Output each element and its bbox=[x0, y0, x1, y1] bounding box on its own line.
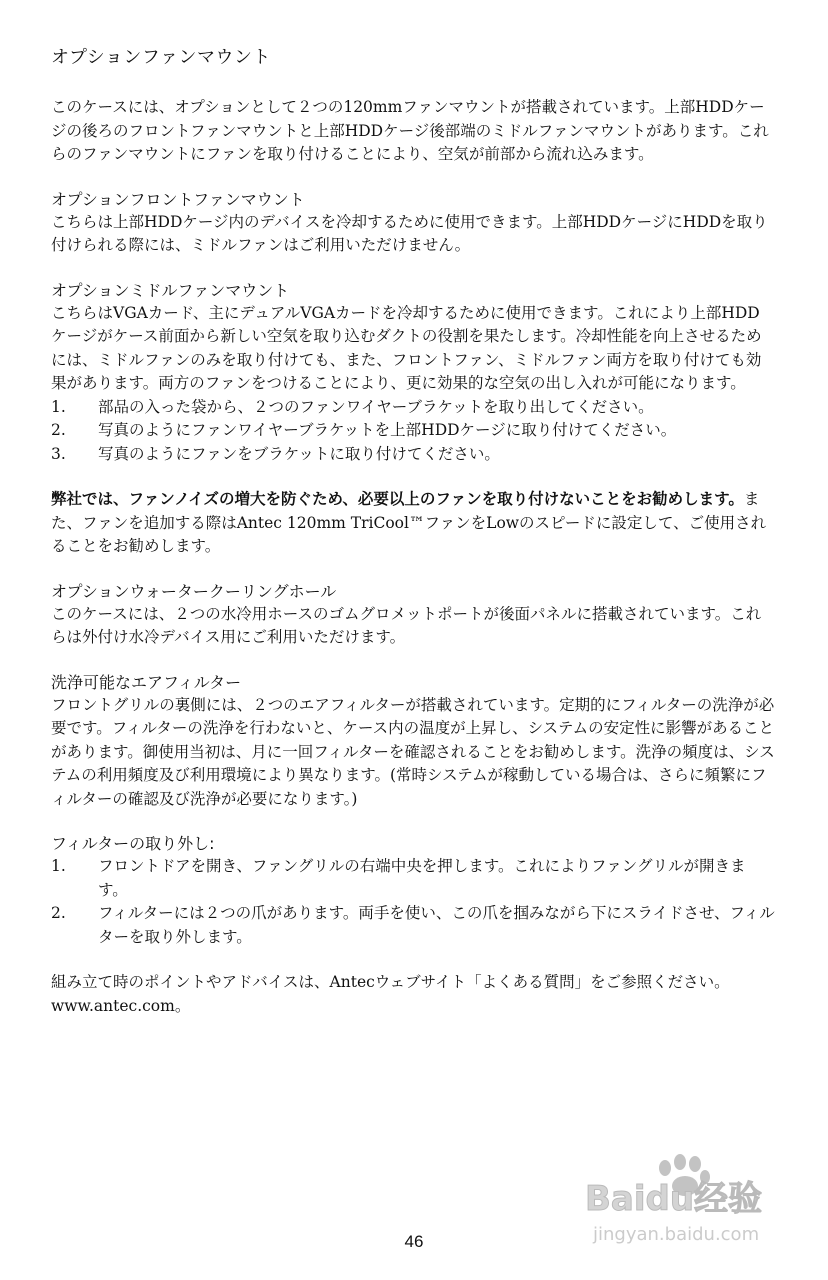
list-item bbox=[51, 855, 775, 902]
middle-fan-steps bbox=[51, 396, 775, 467]
filter-removal-heading: フィルターの取り外し: bbox=[51, 834, 215, 853]
middle-fan-section bbox=[51, 280, 775, 467]
list-item bbox=[51, 419, 775, 443]
step-text: フロントドアを開き、ファングリルの右端中央を押します。これによりファングリルが開きます。 bbox=[98, 857, 746, 899]
notice-section bbox=[51, 488, 775, 559]
closing-paragraph: 組み立て時のポイントやアドバイスは、Antecウェブサイト「よくある質問」をご参照ください。www.antec.com。 bbox=[51, 973, 730, 1015]
filter-removal-section bbox=[51, 833, 775, 949]
intro-section bbox=[51, 96, 775, 167]
page-number: 46 bbox=[404, 1232, 424, 1251]
step-number: 2. bbox=[51, 421, 66, 439]
step-text: 写真のようにファンをブラケットに取り付けてください。 bbox=[98, 444, 500, 463]
front-fan-paragraph: こちらは上部HDDケージ内のデバイスを冷却するために使用できます。上部HDDケージにHDDを取り付けられる際には、ミドルファンはご利用いただけません。 bbox=[51, 212, 768, 254]
middle-fan-paragraph: こちらはVGAカード、主にデュアルVGAカードを冷却するために使用できます。これにより上部HDDケージがケース前面から新しい空気を取り込むダクトの役割を果たします。冷却性能を向上させるためには、ミドルファンのみを取り付けても、また、フロントファン、ミドルファン両方を取り付けても効果があります。両方のファンをつけることにより、更に効果的な空気の出し入れが可能になります。 bbox=[51, 303, 762, 392]
closing-section bbox=[51, 971, 775, 1018]
list-item bbox=[51, 902, 775, 949]
water-cooling-heading: オプションウォータークーリングホール bbox=[51, 581, 337, 601]
air-filter-section bbox=[51, 672, 775, 812]
list-item bbox=[51, 396, 775, 420]
page-title: オプションファンマウント bbox=[51, 47, 272, 68]
filter-removal-steps bbox=[51, 855, 775, 949]
water-cooling-paragraph: このケースには、２つの水冷用ホースのゴムグロメットポートが後面パネルに搭載されています。これらは外付け水冷デバイス用にご利用いただけます。 bbox=[51, 604, 762, 646]
step-text: 部品の入った袋から、２つのファンワイヤーブラケットを取り出してください。 bbox=[98, 397, 654, 416]
step-number: 1. bbox=[51, 397, 66, 416]
step-text: 写真のようにファンワイヤーブラケットを上部HDDケージに取り付けてください。 bbox=[98, 421, 677, 439]
front-fan-section bbox=[51, 189, 775, 258]
list-item bbox=[51, 443, 775, 467]
intro-paragraph: このケースには、オプションとして２つの120mmファンマウントが搭載されています。上部HDDケージの後ろのフロントファンマウントと上部HDDケージ後部端のミドルファンマウントがあります。これらのファンマウントにファンを取り付けることにより、空気が前部から流れ込みます。 bbox=[51, 98, 769, 163]
step-text: フィルターには２つの爪があります。両手を使い、この爪を掴みながら下にスライドさせ、フィルターを取り外します。 bbox=[98, 904, 775, 946]
notice-bold-text: 弊社では、ファンノイズの増大を防ぐため、必要以上のファンを取り付けないことをお勧めします。 bbox=[51, 490, 744, 508]
step-number: 2. bbox=[51, 904, 66, 922]
air-filter-heading: 洗浄可能なエアフィルター bbox=[51, 672, 242, 692]
front-fan-heading: オプションフロントファンマウント bbox=[51, 189, 305, 209]
watermark-url: jingyan.baidu.com bbox=[593, 1224, 760, 1245]
water-cooling-section bbox=[51, 581, 775, 650]
notice-paragraph bbox=[51, 488, 775, 559]
notice-text: また、ファンを追加する際はAntec 120mm TriCool™ファンをLowのスピードに設定して、ご使用されることをお勧めします。 bbox=[51, 490, 767, 555]
middle-fan-heading: オプションミドルファンマウント bbox=[51, 280, 290, 300]
step-number: 3. bbox=[51, 444, 66, 463]
watermark-brand: Baidu经验 bbox=[585, 1179, 763, 1219]
step-number: 1. bbox=[51, 857, 66, 875]
air-filter-paragraph: フロントグリルの裏側には、２つのエアフィルターが搭載されています。定期的にフィルターの洗浄が必要です。フィルターの洗浄を行わないと、ケース内の温度が上昇し、システムの安定性に影響があることがあります。御使用当初は、月に一回フィルターを確認されることをお勧めします。洗浄の頻度は、システムの利用頻度及び利用環境により異なります。(常時システムが稼動している場合は、さらに頻繁にフィルターの確認及び洗浄が必要になります。) bbox=[51, 695, 775, 808]
document-page bbox=[51, 44, 775, 1040]
